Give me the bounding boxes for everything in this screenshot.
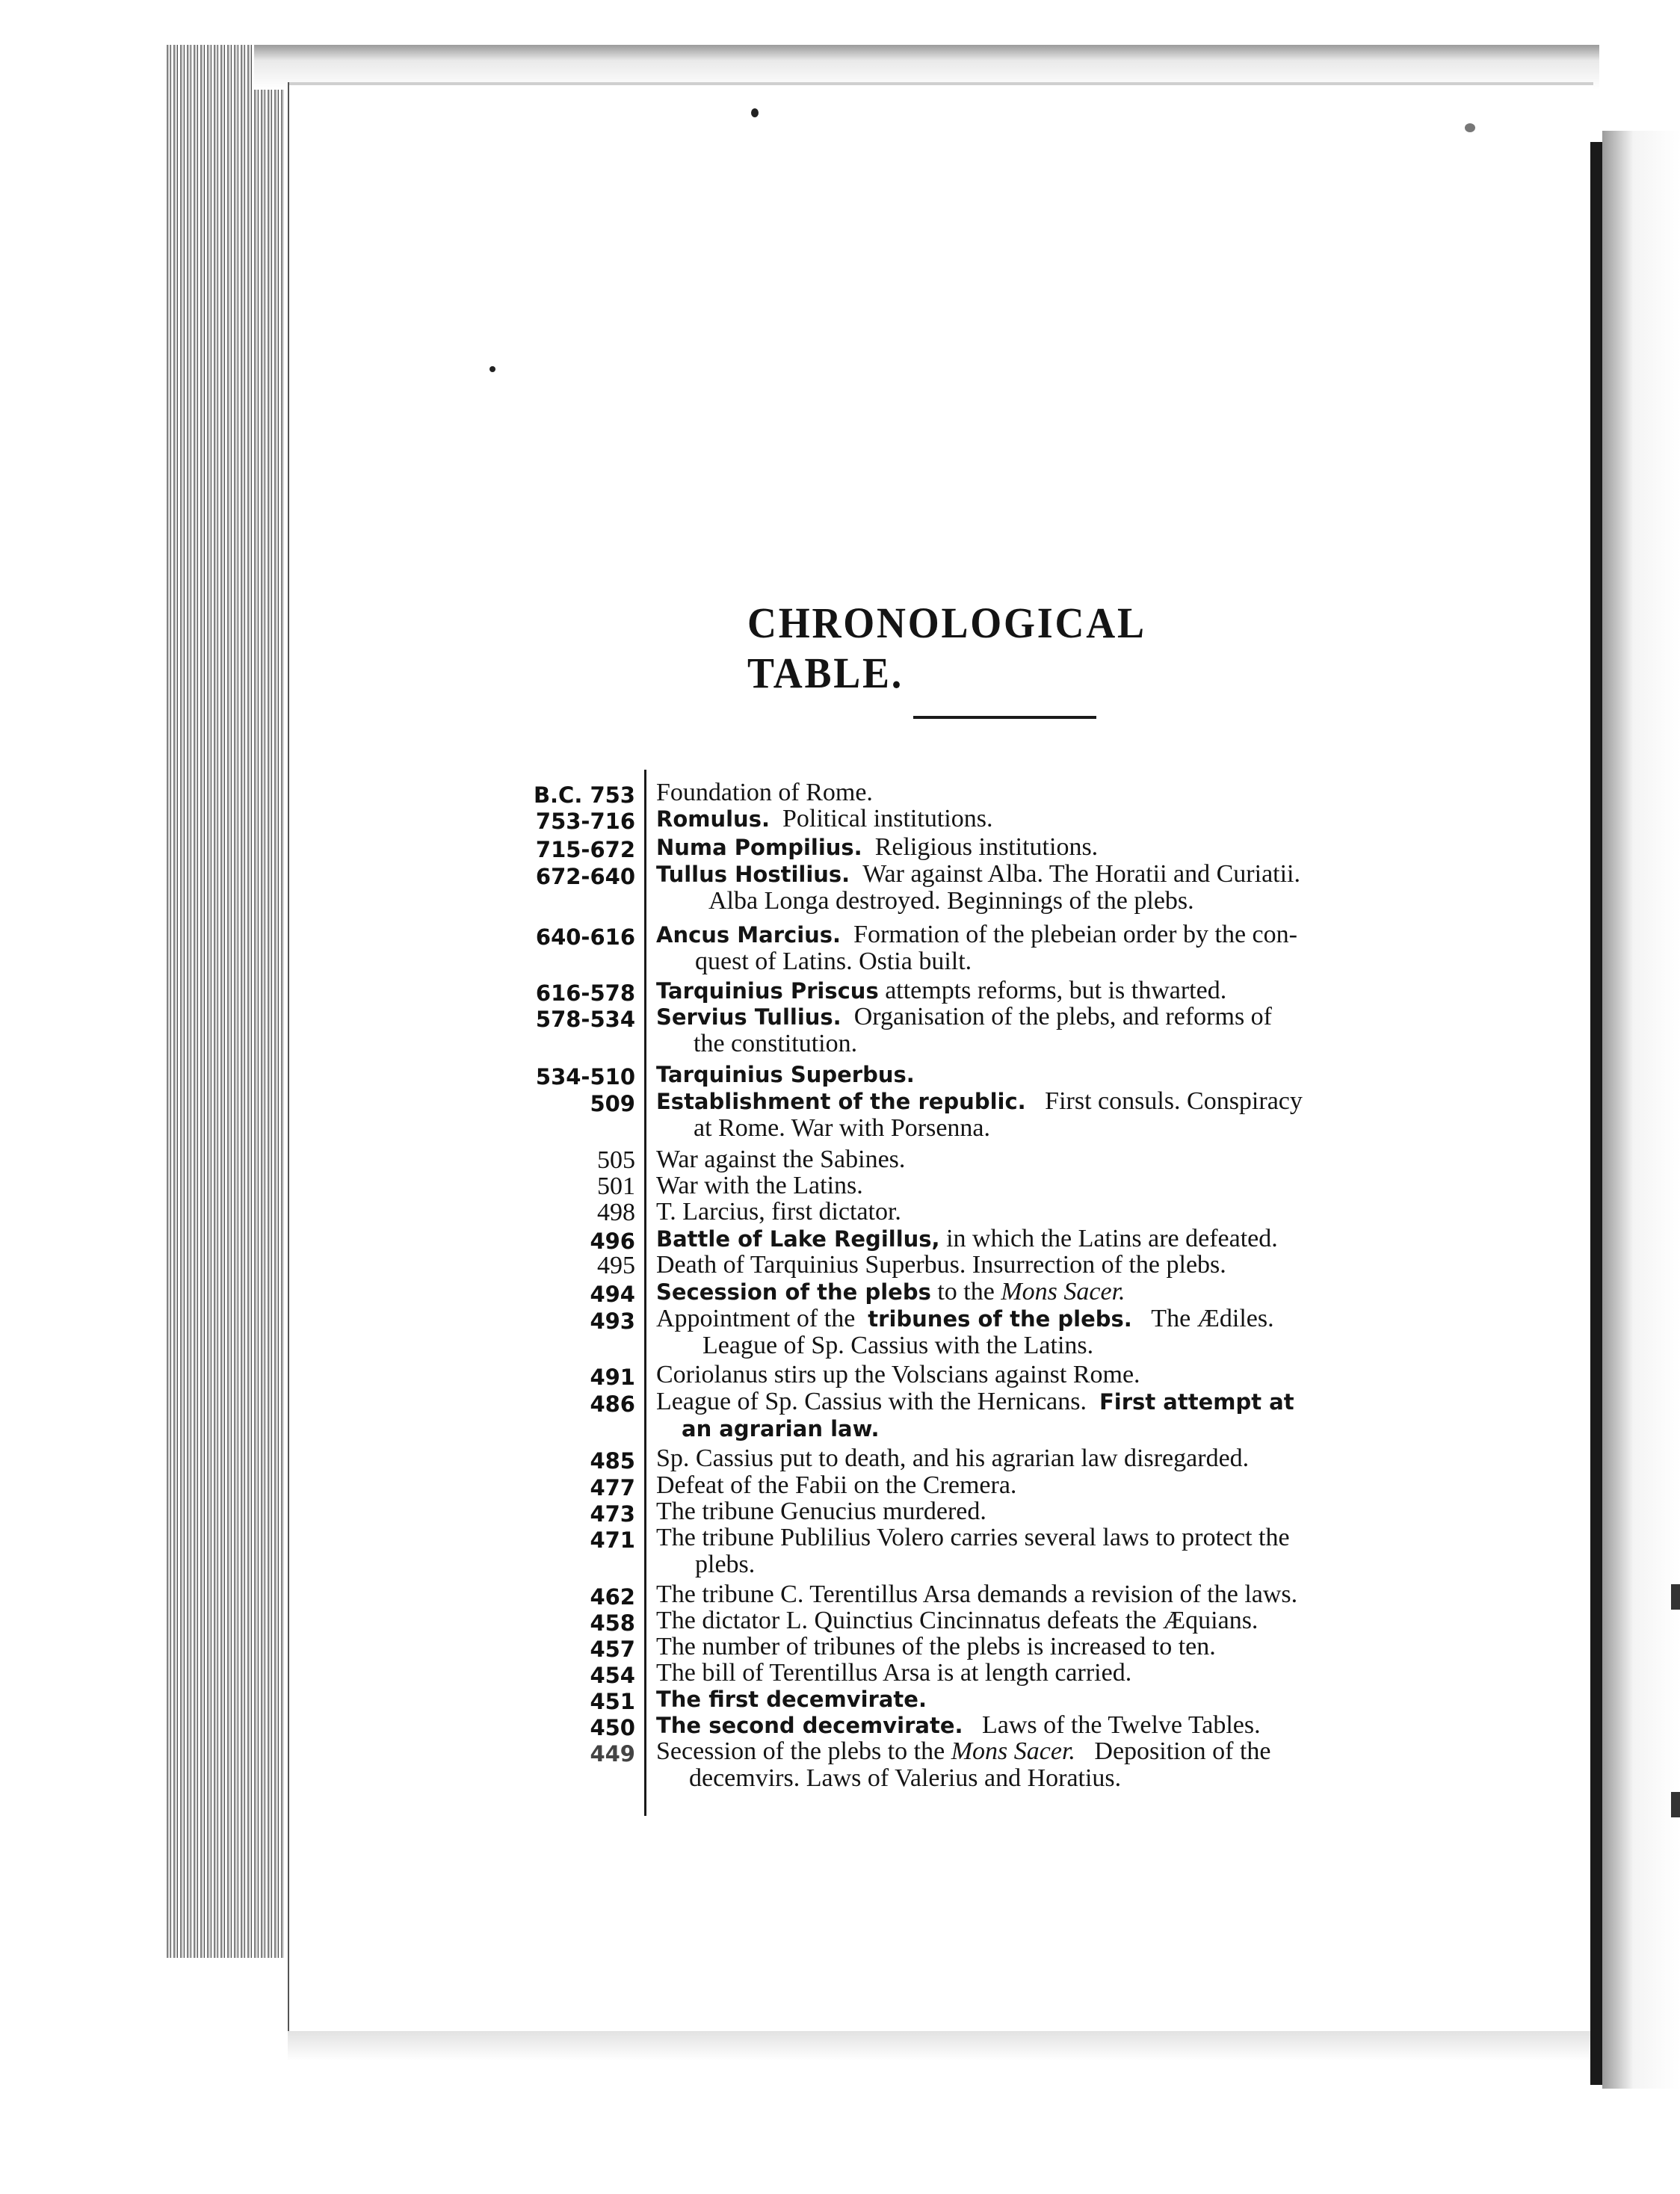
- facing-page-edge: [1602, 131, 1680, 2089]
- row-text: War against Alba. The Horatii and Curiatii.: [862, 860, 1301, 888]
- title-rule: [913, 716, 1096, 719]
- table-row: [516, 1607, 1258, 1634]
- row-heading: Romulus.: [656, 806, 770, 832]
- row-heading: Ancus Marcius.: [656, 922, 841, 948]
- table-row: [516, 977, 1226, 1004]
- row-year: 509: [590, 1091, 635, 1116]
- table-row: [516, 834, 1098, 861]
- ink-speck: [751, 108, 759, 117]
- row-heading: Numa Pompilius.: [656, 835, 862, 860]
- row-text: The tribune Publilius Volero carries several laws to protect the: [656, 1524, 1290, 1551]
- row-year: 454: [590, 1663, 635, 1688]
- table-row: [516, 1252, 1226, 1279]
- row-continuation: League of Sp. Cassius with the Latins.: [702, 1332, 1094, 1359]
- row-year: 462: [590, 1584, 635, 1610]
- row-text: The tribune Genucius murdered.: [656, 1498, 986, 1525]
- row-text-3: Deposition of the: [1094, 1737, 1271, 1765]
- table-row: [516, 1445, 1249, 1472]
- table-row: [516, 1362, 1140, 1388]
- row-heading: Tarquinius Superbus.: [656, 1062, 915, 1087]
- row-year: 494: [590, 1282, 635, 1307]
- row-year: 485: [590, 1448, 635, 1474]
- gutter-shadow: [1590, 142, 1602, 2085]
- table-row: [516, 1146, 905, 1173]
- table-row: [516, 1712, 1261, 1739]
- table-row: [516, 1004, 1272, 1057]
- row-year: 486: [590, 1391, 635, 1417]
- book-page-edges: [164, 45, 284, 1958]
- row-year: B.C. 753: [533, 782, 635, 808]
- row-text: League of Sp. Cassius with the Hernicans.: [656, 1388, 1087, 1415]
- row-heading: Battle of Lake Regillus,: [656, 1226, 940, 1252]
- row-text: T. Larcius, first dictator.: [656, 1198, 901, 1226]
- row-text: Coriolanus stirs up the Volscians against Rome.: [656, 1361, 1140, 1388]
- row-text: Political institutions.: [782, 805, 993, 832]
- row-heading: The first decemvirate.: [656, 1687, 927, 1712]
- row-year: 534-510: [535, 1064, 635, 1090]
- row-year: 496: [590, 1229, 635, 1254]
- row-year: 473: [590, 1501, 635, 1527]
- row-year: 449: [590, 1741, 635, 1767]
- row-text: Foundation of Rome.: [656, 779, 873, 806]
- table-row: [516, 779, 873, 806]
- row-heading: Secession of the plebs: [656, 1279, 931, 1305]
- table-row: [516, 1660, 1131, 1687]
- row-text: Defeat of the Fabii on the Cremera.: [656, 1471, 1017, 1499]
- row-text: Religious institutions.: [874, 833, 1099, 861]
- row-italic: Mons Sacer.: [1001, 1278, 1125, 1305]
- table-row: [516, 1634, 1216, 1660]
- row-year: 495: [597, 1252, 635, 1279]
- row-text: The bill of Terentillus Arsa is at length carried.: [656, 1659, 1132, 1687]
- table-row: [516, 1581, 1297, 1608]
- row-text: in which the Latins are defeated.: [946, 1225, 1278, 1252]
- ink-speck: [1465, 123, 1475, 132]
- table-row: [516, 1172, 863, 1199]
- row-text: Laws of the Twelve Tables.: [982, 1711, 1261, 1739]
- row-year: 616-578: [535, 980, 635, 1006]
- row-year: 471: [590, 1527, 635, 1553]
- row-text: Secession of the plebs to the: [656, 1737, 945, 1765]
- table-row: [516, 1199, 901, 1226]
- row-heading: Tullus Hostilius.: [656, 862, 850, 887]
- row-continuation: at Rome. War with Porsenna.: [694, 1114, 991, 1142]
- row-text: Sp. Cassius put to death, and his agrarian law disregarded.: [656, 1444, 1250, 1472]
- table-row: [516, 1279, 1125, 1305]
- row-year: 477: [590, 1475, 635, 1501]
- page-title: CHRONOLOGICAL TABLE.: [747, 599, 1144, 697]
- table-row: [516, 1472, 1016, 1499]
- row-text-2: The Ædiles.: [1151, 1305, 1274, 1332]
- row-text: Organisation of the plebs, and reforms of: [853, 1003, 1272, 1030]
- row-year: 491: [590, 1365, 635, 1390]
- row-heading: Servius Tullius.: [656, 1004, 841, 1030]
- row-continuation: plebs.: [695, 1551, 756, 1578]
- row-year: 457: [590, 1637, 635, 1662]
- row-year: 578-534: [535, 1007, 635, 1032]
- row-year: 450: [590, 1715, 635, 1740]
- table-row: [516, 1061, 915, 1088]
- row-continuation: Alba Longa destroyed. Beginnings of the plebs.: [708, 887, 1194, 915]
- table-row: [516, 1388, 1294, 1442]
- row-year: 451: [590, 1689, 635, 1714]
- row-text: Appointment of the: [656, 1305, 856, 1332]
- row-text: The tribune C. Terentillus Arsa demands a revision of the laws.: [656, 1580, 1298, 1608]
- row-heading: First attempt at: [1099, 1389, 1294, 1415]
- row-continuation: decemvirs. Laws of Valerius and Horatius.: [689, 1764, 1122, 1792]
- row-text: Formation of the plebeian order by the con-: [853, 921, 1297, 948]
- facing-page-mark: [1671, 1584, 1680, 1610]
- table-row: [516, 1498, 986, 1525]
- row-year: 640-616: [535, 924, 635, 950]
- row-heading: tribunes of the plebs.: [868, 1306, 1132, 1332]
- table-row: [516, 1305, 1274, 1359]
- row-italic: Mons Sacer.: [951, 1737, 1075, 1765]
- row-year: 498: [597, 1199, 635, 1226]
- ink-speck: [490, 366, 495, 372]
- table-row: [516, 806, 992, 832]
- row-heading: Establishment of the republic.: [656, 1089, 1026, 1114]
- table-row: [516, 1738, 1270, 1792]
- row-heading: The second decemvirate.: [656, 1713, 963, 1738]
- row-continuation: the constitution.: [694, 1030, 858, 1057]
- table-row: [516, 1088, 1303, 1142]
- facing-page-mark: [1671, 1792, 1680, 1817]
- row-year: 505: [597, 1146, 635, 1174]
- row-text: The dictator L. Quinctius Cincinnatus defeats the Æquians.: [656, 1607, 1259, 1634]
- row-year: 493: [590, 1308, 635, 1334]
- table-row: [516, 921, 1297, 975]
- table-row: [516, 1226, 1278, 1252]
- row-text: War with the Latins.: [656, 1172, 863, 1199]
- row-year: 753-716: [535, 809, 635, 834]
- row-text: The number of tribunes of the plebs is increased to ten.: [656, 1633, 1216, 1660]
- row-heading: Tarquinius Priscus: [656, 978, 879, 1004]
- table-row: [516, 1524, 1290, 1578]
- row-continuation: an agrarian law.: [682, 1416, 880, 1441]
- row-year: 672-640: [535, 864, 635, 889]
- table-row: [516, 861, 1300, 915]
- row-text: to the: [937, 1278, 995, 1305]
- row-text: Death of Tarquinius Superbus. Insurrection of the plebs.: [656, 1251, 1226, 1279]
- row-year: 715-672: [535, 837, 635, 862]
- table-row: [516, 1686, 927, 1713]
- page-bottom-shadow: [288, 2031, 1592, 2061]
- row-text: War against the Sabines.: [656, 1146, 906, 1173]
- row-year: 458: [590, 1610, 635, 1636]
- row-continuation: quest of Latins. Ostia built.: [695, 948, 972, 975]
- row-text: First consuls. Conspiracy: [1045, 1087, 1303, 1115]
- row-year: 501: [597, 1172, 635, 1200]
- row-text: attempts reforms, but is thwarted.: [885, 977, 1227, 1004]
